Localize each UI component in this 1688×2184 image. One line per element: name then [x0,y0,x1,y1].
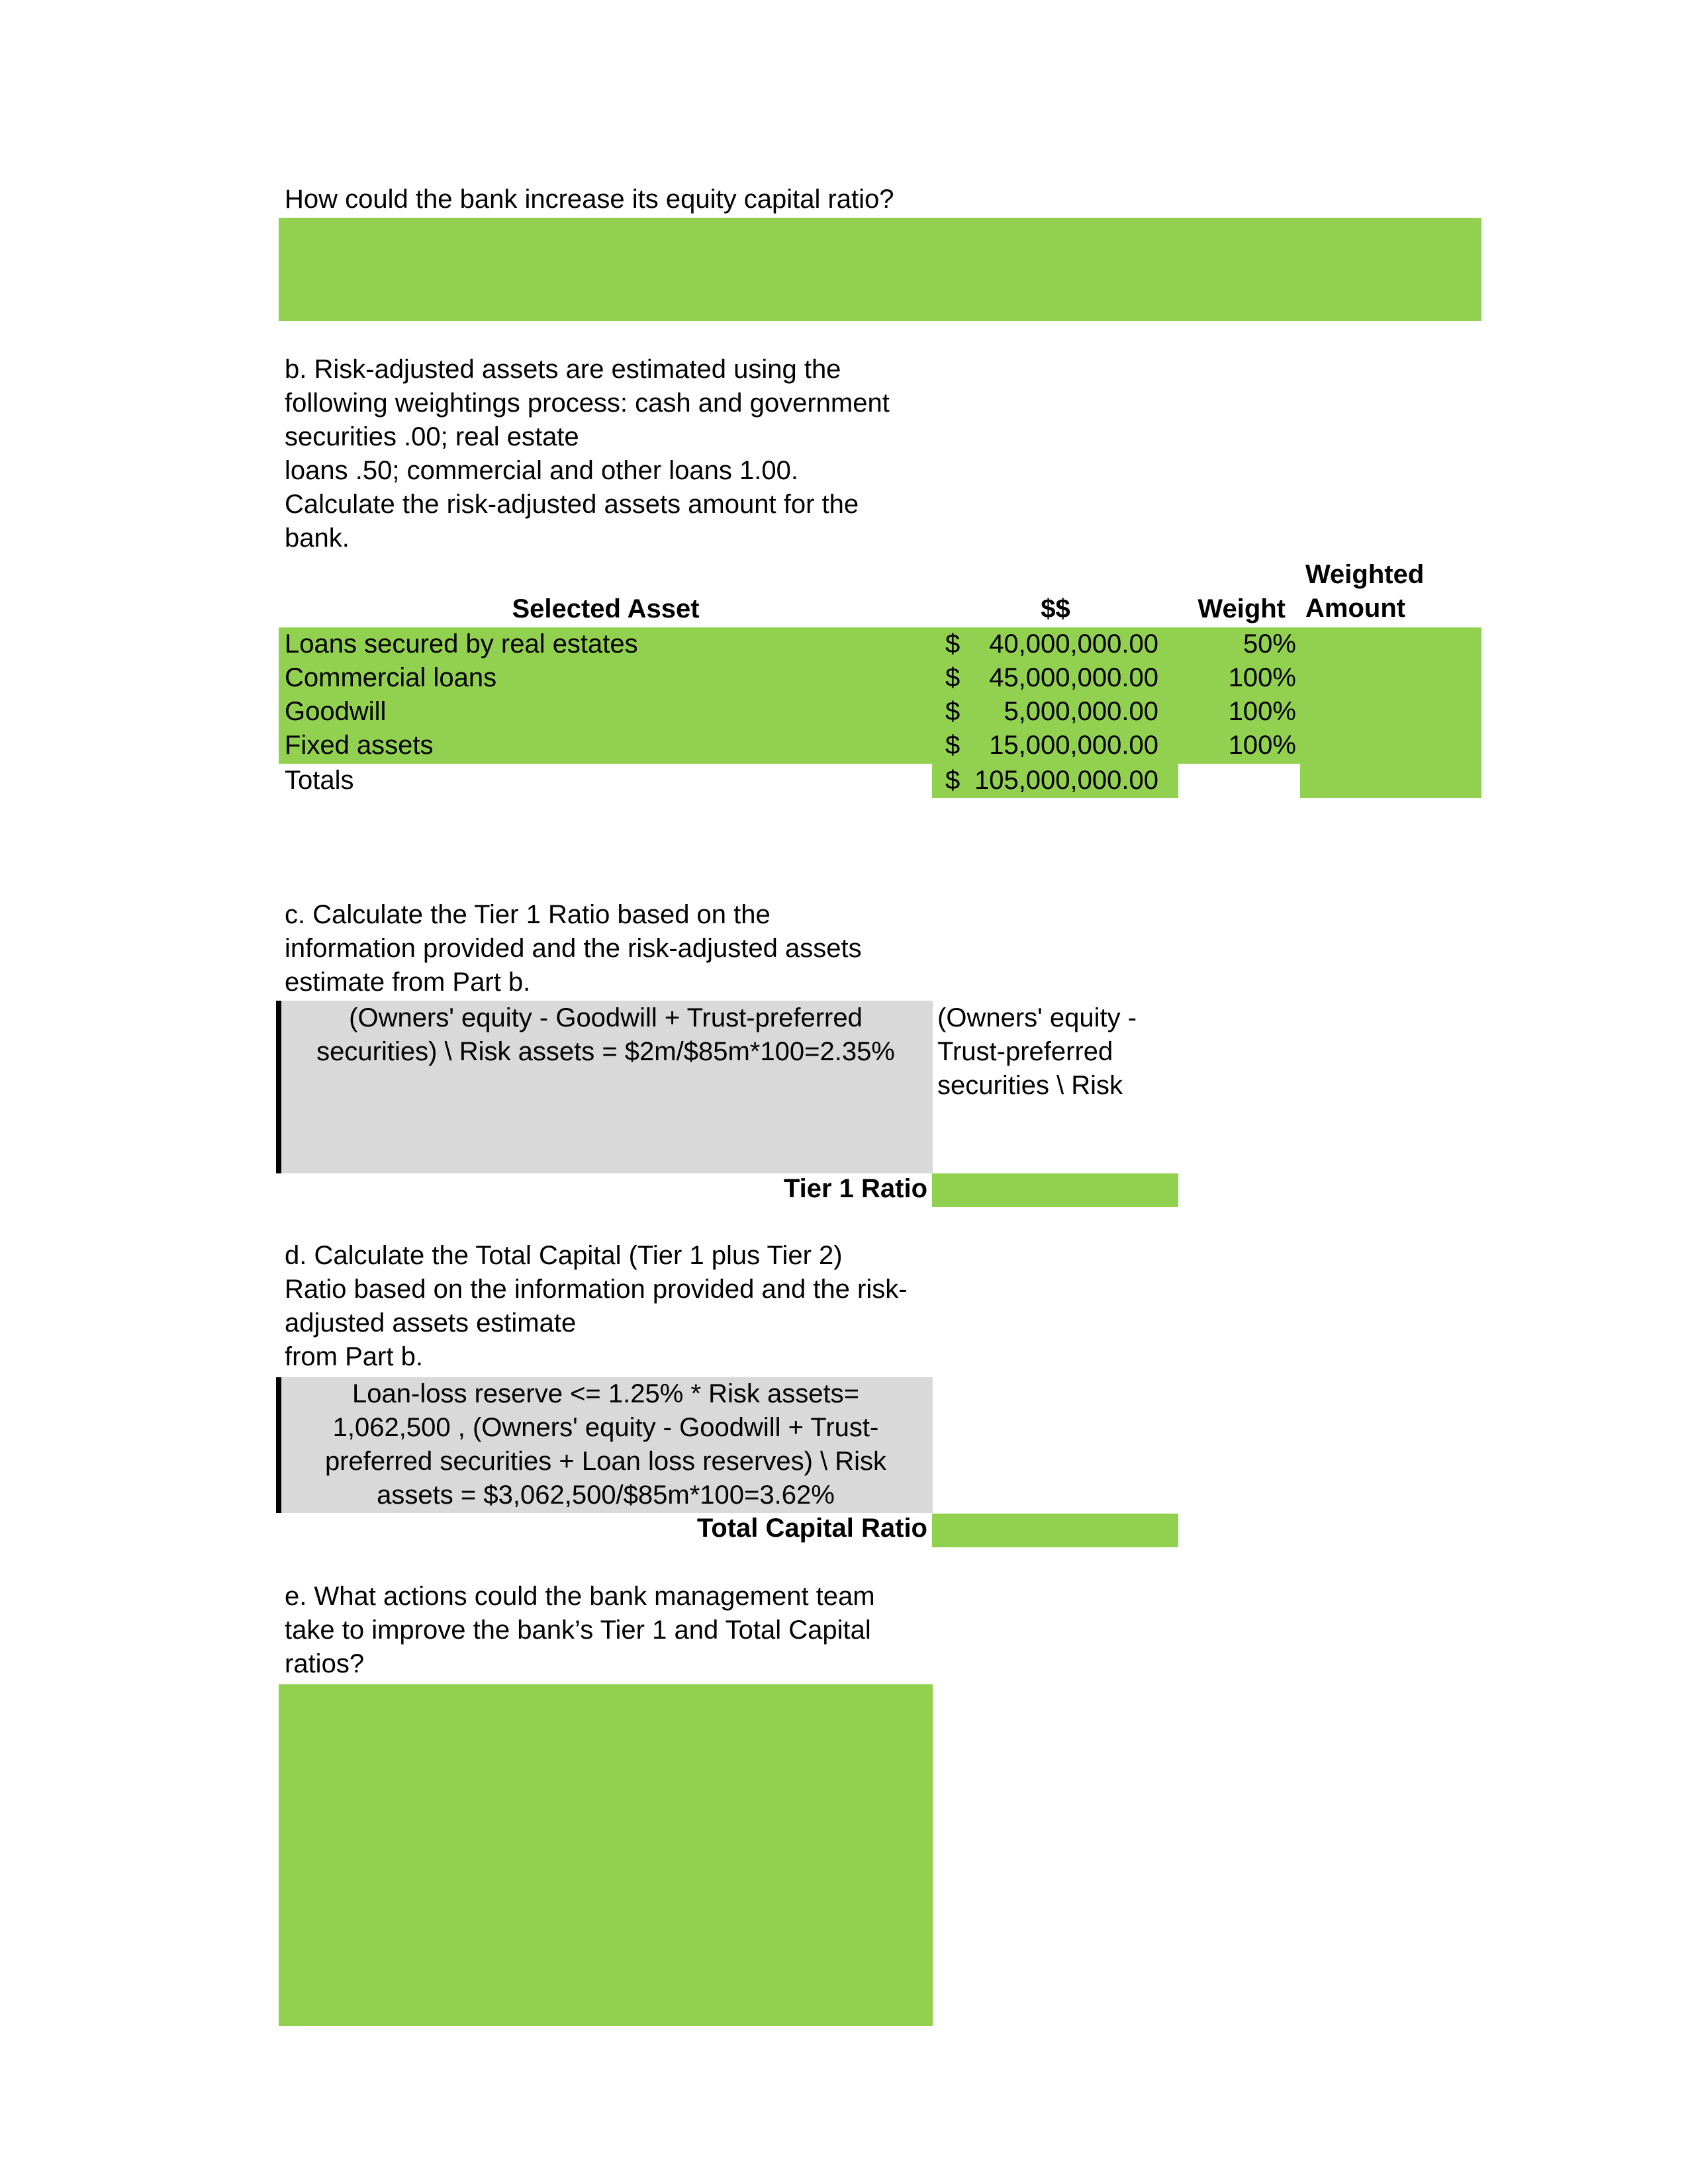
totals-amount-cell [945,764,1158,797]
tier1-ratio-input[interactable] [932,1173,1178,1207]
amount-value: 5,000,000.00 [1004,697,1158,726]
currency-sign: $ [945,629,961,659]
amount-value: 15,000,000.00 [989,731,1158,760]
weight-value: 50% [1243,629,1296,659]
tier1-ratio-label: Tier 1 Ratio [783,1174,927,1203]
amount-value: 45,000,000.00 [989,663,1158,692]
amount-cell [945,661,1158,695]
asset-name: Loans secured by real estates [285,629,638,659]
part-d-question: d. Calculate the Total Capital (Tier 1 plus Tier 2) Ratio based on the information provided and the risk- adjusted assets estimate from Part b. [285,1241,908,1371]
table-row [0,661,1688,695]
part-e-question: e. What actions could the bank management team take to improve the bank’s Tier 1 and Total Capital ratios? [285,1582,875,1678]
weight-value: 100% [1228,663,1296,692]
part-c-question: c. Calculate the Tier 1 Ratio based on the information provided and the risk-adjusted assets estimate from Part b. [285,900,862,997]
amount-cell [945,695,1158,729]
amount-cell [945,729,1158,762]
table-row [0,695,1688,729]
asset-name: Goodwill [285,697,387,726]
totals-label: Totals [285,766,354,795]
weight-value: 100% [1228,731,1296,760]
header-dollars: $$ [1041,594,1070,623]
header-weight: Weight [1197,594,1286,623]
amount-value: 40,000,000.00 [989,629,1158,659]
tier1-note: (Owners' equity - Trust-preferred securities \ Risk [937,1003,1137,1100]
currency-sign: $ [945,697,961,726]
tier1-answer-text: (Owners' equity - Goodwill + Trust-preferred securities) \ Risk assets = $2m/$85m*100=2.35% [316,1003,895,1066]
totals-row [0,764,1688,797]
table-row [0,627,1688,661]
currency-sign: $ [945,766,961,795]
asset-name: Commercial loans [285,663,497,692]
answer-e-box[interactable] [279,1684,933,2026]
answer-a-box[interactable] [279,218,1481,321]
total-capital-ratio-label: Total Capital Ratio [696,1514,927,1543]
table-row [0,729,1688,762]
amount-cell [945,627,1158,661]
header-selected-asset: Selected Asset [512,594,700,623]
part-b-question: b. Risk-adjusted assets are estimated using the following weightings process: cash and government securities .00; real estate loans .50; commercial and other loans 1.00. Calculate the risk-adjusted assets amount for the bank. [285,355,890,553]
total-capital-ratio-input[interactable] [932,1514,1178,1547]
currency-sign: $ [945,663,961,692]
total-capital-answer-text: Loan-loss reserve <= 1.25% * Risk assets= 1,062,500 , (Owners' equity - Goodwill + Trust- preferred securities + Loan loss reserves) \ Risk assets = $3,062,500/$85m*100=3.62% [324,1379,887,1510]
asset-name: Fixed assets [285,731,434,760]
currency-sign: $ [945,731,961,760]
weight-value: 100% [1228,697,1296,726]
header-weighted-amount: Weighted Amount [1305,560,1425,623]
question-a: How could the bank increase its equity capital ratio? [285,185,894,214]
totals-amount-value: 105,000,000.00 [974,766,1158,795]
